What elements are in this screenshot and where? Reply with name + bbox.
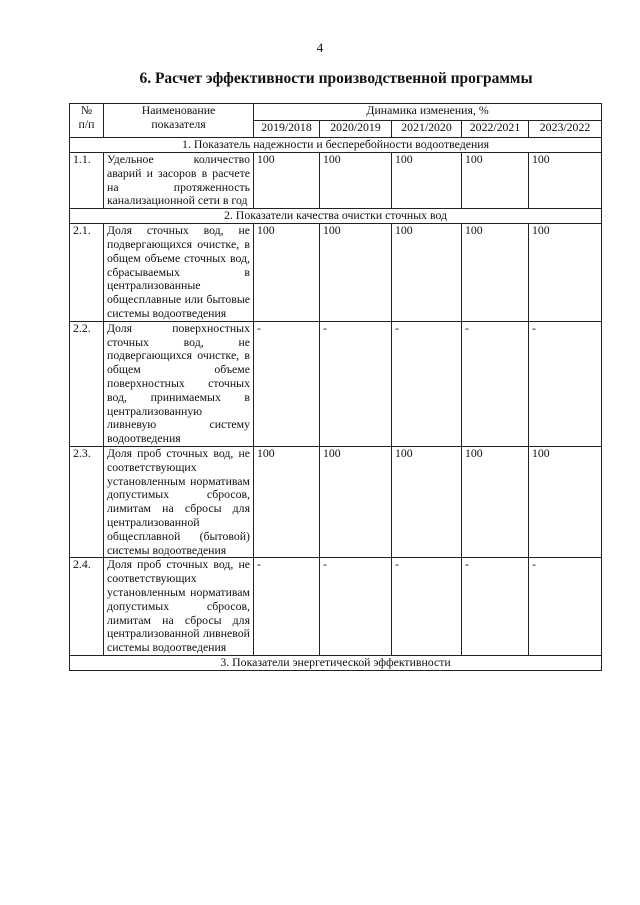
row-value: 100	[392, 153, 462, 209]
row-number: 2.3.	[70, 446, 104, 557]
row-value: -	[529, 321, 602, 446]
row-value: 100	[462, 153, 529, 209]
row-value: -	[320, 321, 392, 446]
header-name-line1: Наименование	[141, 103, 216, 117]
row-value: 100	[392, 224, 462, 322]
header-name-line2: показателя	[151, 116, 206, 131]
group-row	[70, 655, 602, 670]
row-value: 100	[320, 446, 392, 557]
row-name: Удельное количество аварий и засоров в расчете на протяженность канализационной сети в год	[104, 153, 254, 209]
row-value: -	[254, 321, 320, 446]
row-value: 100	[320, 153, 392, 209]
group-row	[70, 209, 602, 224]
row-name: Доля проб сточных вод, не соответствующих установленным нормативам допустимых сбросов, лимитам на сбросы для централизованной ливневой системы водоотведения	[104, 558, 254, 656]
row-number: 2.1.	[70, 224, 104, 322]
group-row	[70, 138, 602, 153]
row-number: 2.4.	[70, 558, 104, 656]
row-value: 100	[529, 224, 602, 322]
table-row	[70, 446, 602, 557]
row-value: 100	[392, 446, 462, 557]
row-value: 100	[254, 224, 320, 322]
row-value: 100	[254, 446, 320, 557]
group-title: 1. Показатель надежности и бесперебойности водоотведения	[70, 138, 602, 153]
row-name: Доля поверхностных сточных вод, не подвергающихся очистке, в общем объеме поверхностных сточных вод, принимаемых в централизованную ливневую систему водоотведения	[104, 321, 254, 446]
header-num-line2: п/п	[78, 116, 95, 131]
row-value: 100	[462, 224, 529, 322]
table-row	[70, 153, 602, 209]
group-title: 2. Показатели качества очистки сточных вод	[70, 209, 602, 224]
row-value: -	[320, 558, 392, 656]
row-value: 100	[462, 446, 529, 557]
header-period: 2020/2019	[320, 121, 392, 138]
header-dynamics: Динамика изменения, %	[254, 104, 602, 121]
row-value: 100	[529, 153, 602, 209]
header-num-line1: №	[80, 103, 93, 117]
header-name	[104, 104, 254, 138]
header-period: 2022/2021	[462, 121, 529, 138]
row-number: 2.2.	[70, 321, 104, 446]
group-title: 3. Показатели энергетической эффективности	[70, 655, 602, 670]
page-number: 4	[316, 40, 324, 55]
row-value: -	[392, 558, 462, 656]
row-value: 100	[529, 446, 602, 557]
row-value: 100	[320, 224, 392, 322]
header-period: 2021/2020	[392, 121, 462, 138]
row-value: -	[462, 321, 529, 446]
row-value: -	[462, 558, 529, 656]
row-name: Доля проб сточных вод, не соответствующих установленным нормативам допустимых сбросов, лимитам на сбросы для централизованной общесплавной (бытовой) системы водоотведения	[104, 446, 254, 557]
table-row	[70, 321, 602, 446]
row-value: -	[529, 558, 602, 656]
efficiency-table	[69, 103, 602, 671]
header-period: 2023/2022	[529, 121, 602, 138]
header-period: 2019/2018	[254, 121, 320, 138]
row-number: 1.1.	[70, 153, 104, 209]
table-row	[70, 224, 602, 322]
table-row	[70, 558, 602, 656]
row-value: -	[254, 558, 320, 656]
header-num	[70, 104, 104, 138]
row-name: Доля сточных вод, не подвергающихся очистке, в общем объеме сточных вод, сбрасываемых в централизованные общесплавные или бытовые системы водоотведения	[104, 224, 254, 322]
row-value: 100	[254, 153, 320, 209]
section-title: 6. Расчет эффективности производственной программы	[139, 70, 533, 87]
row-value: -	[392, 321, 462, 446]
